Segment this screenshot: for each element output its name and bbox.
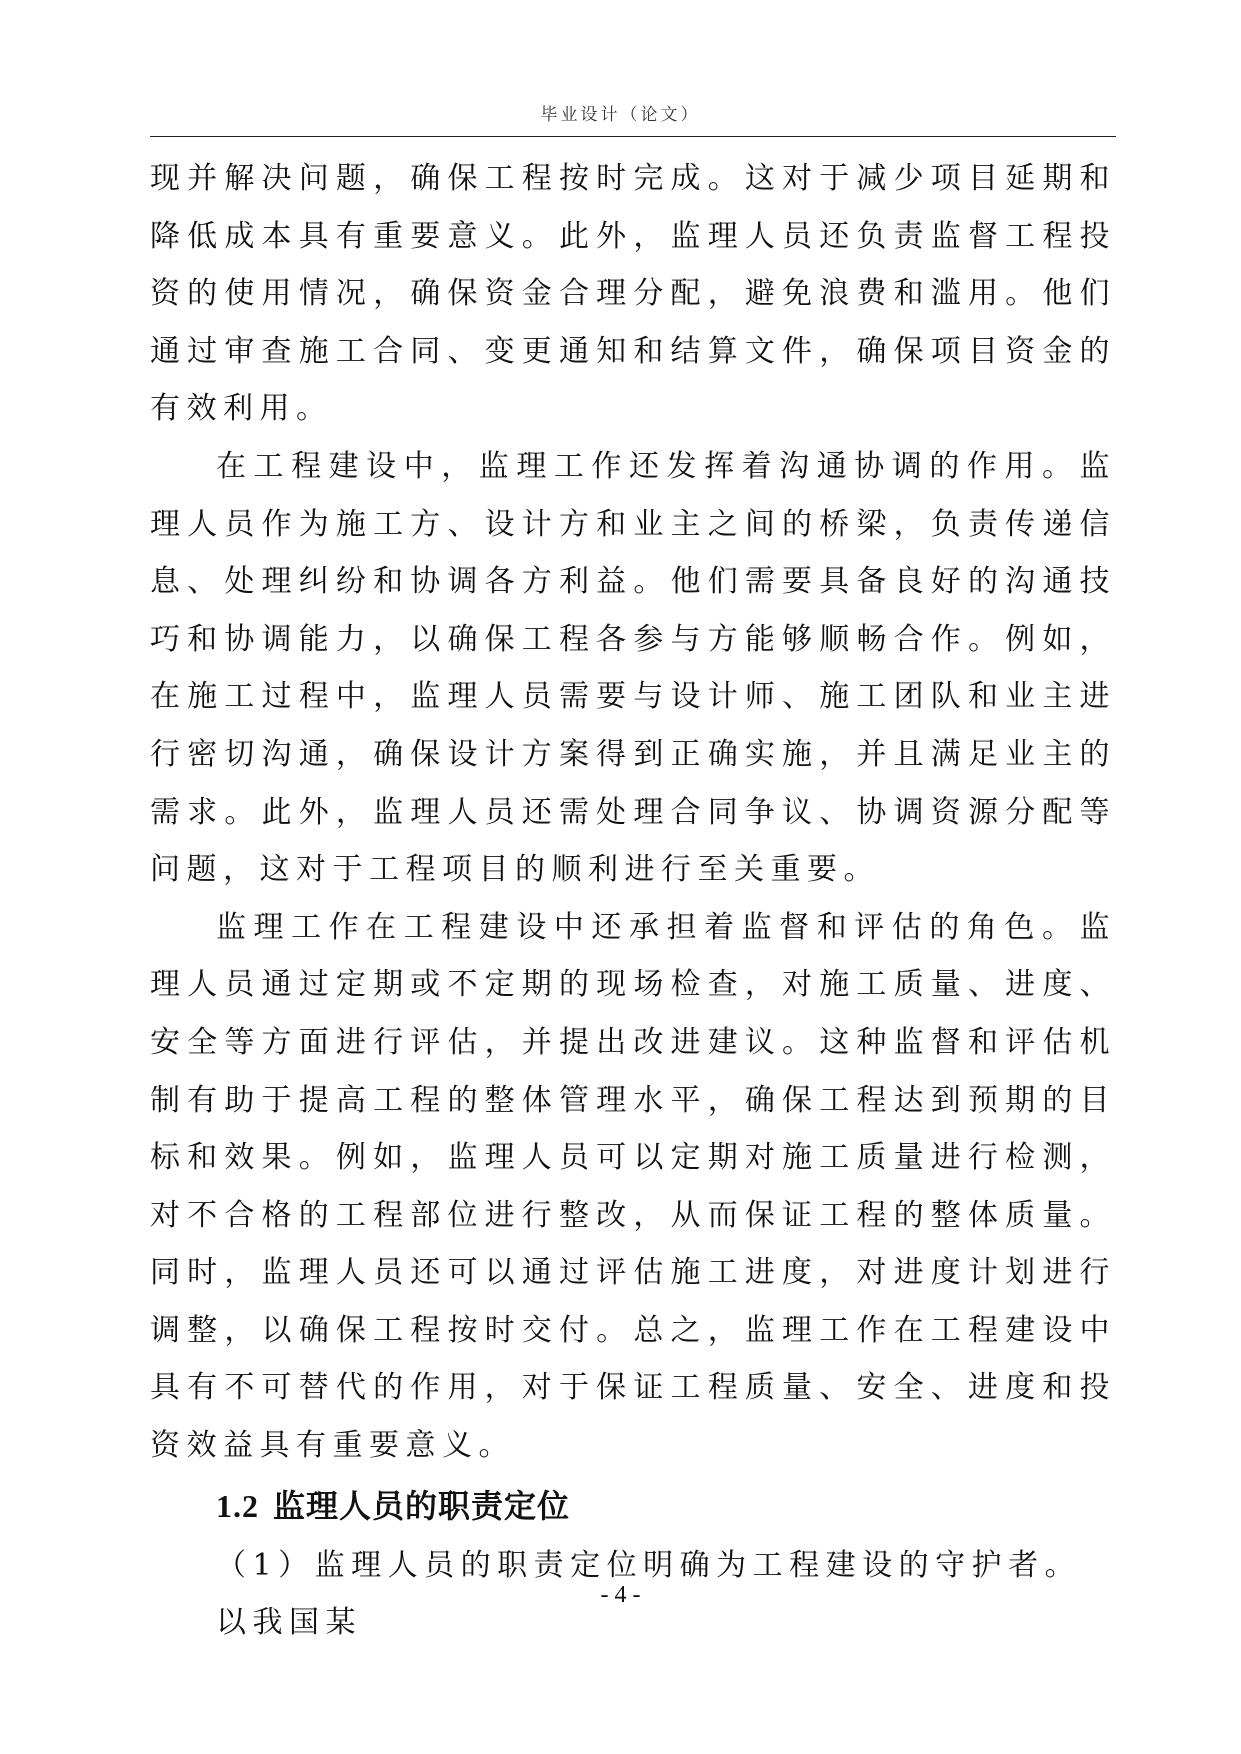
paragraph-communication: 在工程建设中，监理工作还发挥着沟通协调的作用。监理人员作为施工方、设计方和业主之间的桥梁，负责传递信息、处理纠纷和协调各方利益。他们需要具备良好的沟通技巧和协调能力，以确保工程各参与方能够顺畅合作。例如，在施工过程中，监理人员需要与设计师、施工团队和业主进行密切沟通，确保设计方案得到正确实施，并且满足业主的需求。此外，监理人员还需处理合同争议、协调资源分配等问题，这对于工程项目的顺利进行至关重要。 xyxy=(150,448,1116,888)
list-item-text: 监理人员的职责定位明确为工程建设的守护者。以我国某 xyxy=(216,1547,1082,1641)
page-number: - 4 - xyxy=(600,1582,641,1608)
list-item-marker: （1） xyxy=(216,1547,315,1583)
section-heading xyxy=(150,1475,1116,1537)
body-text xyxy=(150,150,1116,1652)
page-header: 毕业设计（论文） xyxy=(540,105,701,125)
section-title: 监理人员的职责定位 xyxy=(273,1486,571,1525)
header-divider xyxy=(150,136,1116,137)
paragraph-supervision: 监理工作在工程建设中还承担着监督和评估的角色。监理人员通过定期或不定期的现场检查，对施工质量、进度、安全等方面进行评估，并提出改进建议。这种监督和评估机制有助于提高工程的整体管理水平，确保工程达到预期的目标和效果。例如，监理人员可以定期对施工质量进行检测，对不合格的工程部位进行整改，从而保证工程的整体质量。同时，监理人员还可以通过评估施工进度，对进度计划进行调整，以确保工程按时交付。总之，监理工作在工程建设中具有不可替代的作用，对于保证工程质量、安全、进度和投资效益具有重要意义。 xyxy=(150,909,1116,1464)
section-number: 1.2 xyxy=(216,1487,259,1524)
paragraph-continuation: 现并解决问题，确保工程按时完成。这对于减少项目延期和降低成本具有重要意义。此外，监理人员还负责监督工程投资的使用情况，确保资金合理分配，避免浪费和滥用。他们通过审查施工合同、变更通知和结算文件，确保项目资金的有效利用。 xyxy=(150,161,1116,427)
